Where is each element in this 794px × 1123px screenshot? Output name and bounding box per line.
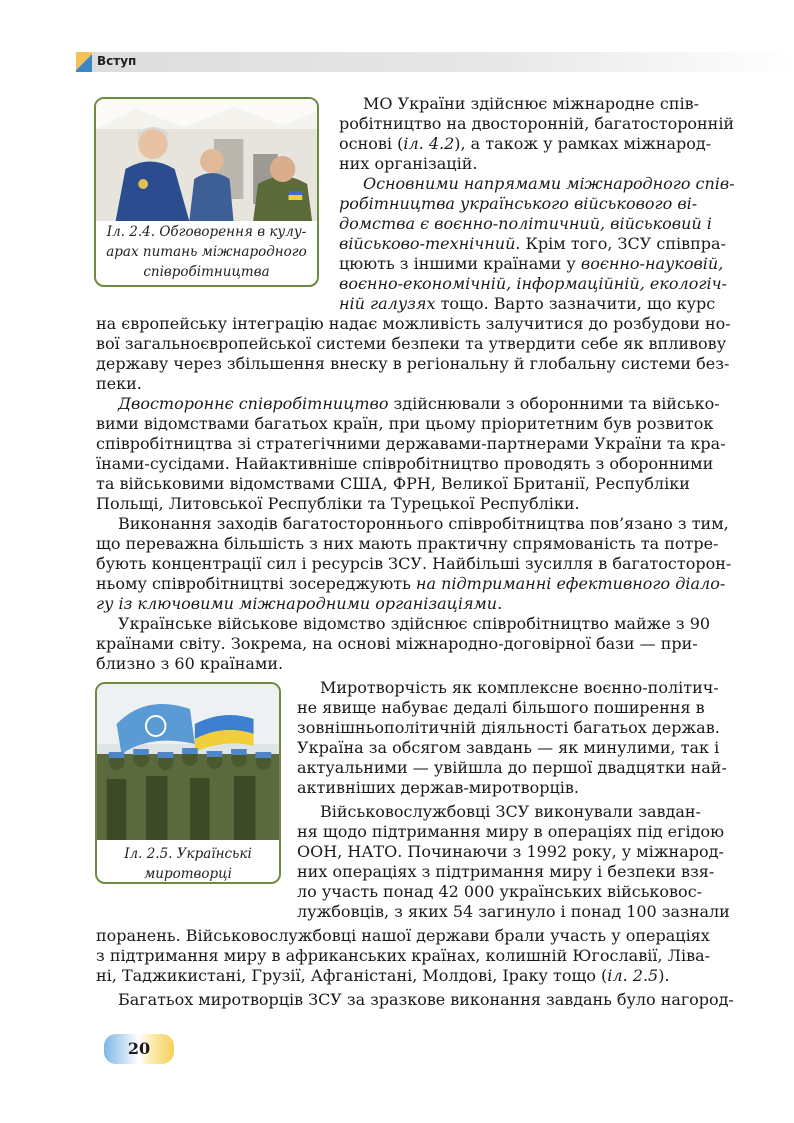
text-line: [96, 474, 734, 494]
text-run: тощо. Варто зазначити, що курс: [435, 294, 716, 313]
italic-text-run: військово-технічний: [339, 234, 516, 253]
text-run: здійснювали з оборонними та військо-: [388, 394, 720, 413]
text-run: пеки.: [96, 374, 142, 393]
text-run: з підтримання миру в африканських країнах, колишній Югославії, Ліва-: [96, 946, 711, 965]
text-run: та військовими відомствами США, ФРН, Великої Британії, Республіки: [96, 474, 690, 493]
text-line: [96, 334, 734, 354]
text-line: [96, 434, 734, 454]
text-line: [118, 394, 734, 414]
text-run: державу через збільшення внеску в регіональну й глобальну системи без-: [96, 354, 730, 373]
text-line: [96, 414, 734, 434]
text-line: [297, 902, 734, 922]
text-run: них організацій.: [339, 154, 478, 173]
text-run: їнами-сусідами. Найактивніше співробітництво проводять з оборонними: [96, 454, 714, 473]
text-line: [339, 234, 734, 254]
text-line: [363, 174, 734, 194]
text-run: на європейську інтеграцію надає можливість залучитися до розбудови но-: [96, 314, 731, 333]
text-run: Виконання заходів багатостороннього співробітництва пов’язано з тим,: [118, 514, 729, 533]
text-run: робітництво на двосторонній, багатосторонній: [339, 114, 735, 133]
text-run: Україна за обсягом завдань — як минулими, так і: [297, 738, 720, 757]
text-run: близно з 60 країнами.: [96, 654, 284, 673]
text-run: поранень. Військовослужбовці нашої держави брали участь у операціях: [96, 926, 710, 945]
text-run: що переважна більшість з них мають практичну спрямованість та потре-: [96, 534, 719, 553]
text-run: них операціях з підтримання миру і безпеки взя-: [297, 862, 715, 881]
text-line: [320, 678, 734, 698]
text-line: [339, 274, 734, 294]
text-line: [339, 194, 734, 214]
italic-text-run: на підтриманні ефективного діало-: [415, 574, 726, 593]
text-run: зовнішньополітичній діяльності багатьох держав.: [297, 718, 720, 737]
text-run: активніших держав-миротворців.: [297, 778, 579, 797]
text-line: [96, 314, 734, 334]
text-run: Багатьох миротворців ЗСУ за зразкове виконання завдань було нагород-: [118, 990, 734, 1009]
text-run: актуальними — увійшла до першої двадцятки най-: [297, 758, 727, 777]
figure-2-5-photo: [97, 684, 279, 840]
italic-text-run: воєнно-економічній, інформаційній, екологіч-: [339, 274, 727, 293]
text-run: ні, Таджикистані, Грузії, Афганістані, Молдові, Іраку тощо (: [96, 966, 608, 985]
text-line: [320, 802, 734, 822]
italic-text-run: іл. 4.2: [403, 134, 455, 153]
text-line: [297, 842, 734, 862]
text-line: [297, 882, 734, 902]
text-line: [339, 114, 734, 134]
text-line: [297, 698, 734, 718]
section-marker-icon: [76, 52, 92, 72]
italic-text-run: воєнно-науковій,: [580, 254, 724, 273]
text-line: [96, 946, 734, 966]
italic-text-run: ній галузях: [339, 294, 436, 313]
figure-2-4: [94, 97, 319, 287]
text-line: [96, 494, 580, 514]
text-line: [297, 738, 734, 758]
text-run: . Крім того, ЗСУ співпра-: [515, 234, 726, 253]
text-line: [297, 822, 734, 842]
text-run: бують концентрації сил і ресурсів ЗСУ. Найбільші зусилля в багатосторон-: [96, 554, 732, 573]
figure-2-4-photo: [96, 99, 317, 221]
text-run: ).: [658, 966, 670, 985]
text-run: цюють з іншими країнами у: [339, 254, 581, 273]
text-line: [96, 374, 142, 394]
text-line: [96, 634, 734, 654]
text-line: [297, 778, 579, 798]
text-run: вими відомствами багатьох країн, при цьому пріоритетним був розвиток: [96, 414, 714, 433]
text-line: [339, 294, 734, 314]
text-line: [96, 554, 734, 574]
text-run: країнами світу. Зокрема, на основі міжнародно-договірної бази — при-: [96, 634, 698, 653]
text-line: [297, 862, 734, 882]
text-run: ня щодо підтримання миру в операціях під егідою: [297, 822, 725, 841]
page-number: [104, 1034, 174, 1064]
figure-2-5: [95, 682, 281, 884]
section-header: [76, 52, 794, 72]
italic-text-run: гу із ключовими міжнародними організаціями: [96, 594, 498, 613]
page-number-label: 20: [127, 1039, 151, 1058]
text-run: не явище набуває дедалі більшого поширення в: [297, 698, 705, 717]
text-line: [339, 154, 477, 174]
text-run: ООН, НАТО. Починаючи з 1992 року, у міжнарод-: [297, 842, 724, 861]
text-run: .: [497, 594, 503, 613]
italic-text-run: іл. 2.5: [607, 966, 659, 985]
text-run: Військовослужбовці ЗСУ виконували завдан-: [320, 802, 701, 821]
text-line: [339, 214, 734, 234]
text-run: основі (: [339, 134, 404, 153]
text-line: [96, 594, 502, 614]
text-run: Польщі, Литовської Республіки та Турецької Республіки.: [96, 494, 580, 513]
italic-text-run: робітництва українського військового ві-: [339, 194, 698, 213]
text-line: [96, 454, 734, 474]
text-run: Українське військове відомство здійснює співробітництво майже з 90: [118, 614, 711, 633]
text-run: вої загальноєвропейської системи безпеки та утвердити себе як впливову: [96, 334, 727, 353]
text-run: МО України здійснює міжнародне спів-: [363, 94, 700, 113]
italic-text-run: Двостороннє співробітництво: [118, 394, 389, 413]
text-line: [96, 354, 734, 374]
text-line: [339, 134, 734, 154]
text-line: [118, 990, 734, 1010]
figure-2-5-caption: Іл. 2.5. Українські миротворці: [124, 846, 252, 882]
text-run: співробітництва зі стратегічними державами-партнерами України та кра-: [96, 434, 726, 453]
section-title: Вступ: [97, 54, 137, 68]
text-line: [118, 614, 734, 634]
text-line: [339, 254, 734, 274]
text-line: [96, 926, 734, 946]
text-run: ло участь понад 42 000 українських військовос-: [297, 882, 703, 901]
text-line: [118, 514, 734, 534]
text-line: [96, 574, 734, 594]
text-line: [363, 94, 734, 114]
italic-text-run: домства є воєнно-політичний, військовий і: [339, 214, 712, 233]
figure-2-4-caption: Іл. 2.4. Обговорення в кулу- арах питань міжнародного співробітництва: [106, 224, 307, 280]
text-run: лужбовців, з яких 54 загинуло і понад 100 зазнали: [297, 902, 730, 921]
text-line: [96, 654, 283, 674]
text-line: [96, 534, 734, 554]
italic-text-run: Основними напрямами міжнародного спів-: [363, 174, 735, 193]
text-line: [96, 966, 734, 986]
text-line: [297, 718, 734, 738]
text-run: ньому співробітництві зосереджують: [96, 574, 416, 593]
text-run: Миротворчість як комплексне воєнно-політич-: [320, 678, 719, 697]
text-run: ), а також у рамках міжнарод-: [454, 134, 712, 153]
text-line: [297, 758, 734, 778]
